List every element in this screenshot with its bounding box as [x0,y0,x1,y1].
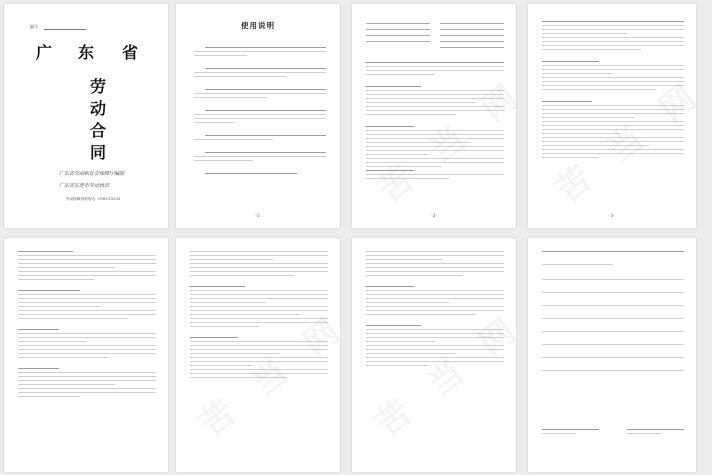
contract-page-work [528,4,712,228]
watermark: 苦 当 网 [368,305,532,446]
page-number: -3- [609,213,615,218]
hotline-text: 劳动保障咨询电话：0769-12333 [66,197,121,201]
title-char-1: 劳 [90,77,107,96]
contract-number-blank [44,29,86,30]
title-char-2: 动 [90,99,107,118]
contract-page-parties [352,4,534,228]
title-char-4: 同 [90,143,107,162]
instructions-title: 使用说明 [241,21,275,30]
issuer-line-2: 广东省东莞市劳动局印 [59,183,110,189]
contract-page-signatures [528,238,696,472]
watermark: 苦 网 [370,71,534,212]
contract-page-clauses-3 [352,238,532,472]
province-char-3: 省 [122,43,139,62]
signature-blocks [542,426,684,437]
contract-page-clauses-1 [4,238,168,472]
instructions-body [194,44,326,177]
issuer-line-1: 广东省劳动和社会保障厅编制 [59,171,125,177]
title-char-3: 合 [90,121,107,140]
contract-cover-page [4,4,168,228]
watermark: 苦 当 网 [548,71,712,212]
contract-page-clauses-2 [176,238,356,472]
contract-number-label: 编号： [30,24,42,29]
province-char-2: 东 [78,43,95,62]
page-number: -1- [255,213,261,218]
province-char-1: 广 [36,43,53,62]
watermark: 苦 当 网 [192,305,356,446]
instructions-page [176,4,340,228]
page-number: -2- [431,213,437,218]
